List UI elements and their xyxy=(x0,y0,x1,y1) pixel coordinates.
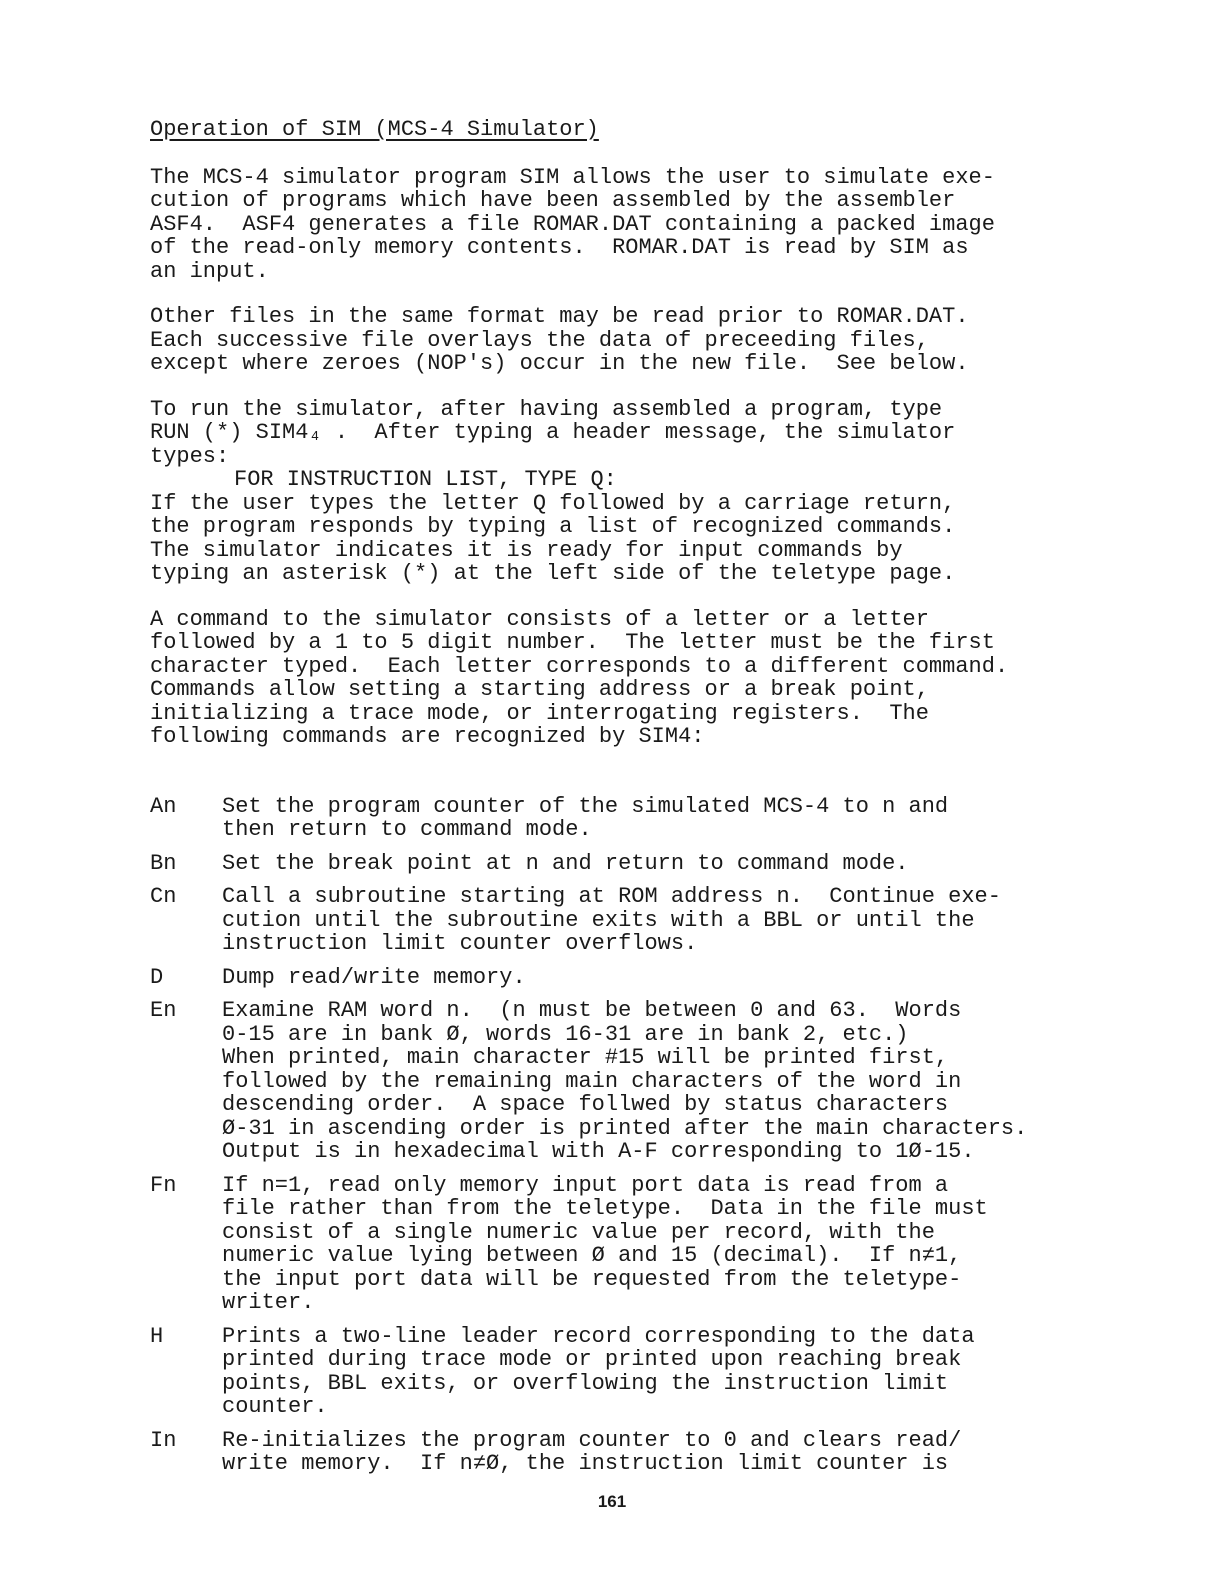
text-line: ASF4. ASF4 generates a file ROMAR.DAT containing a packed image xyxy=(150,211,995,237)
command-item xyxy=(150,885,1100,956)
text-line: followed by the remaining main characters of the word in xyxy=(222,1068,962,1094)
text-line: file rather than from the teletype. Data in the file must xyxy=(222,1196,988,1221)
command-item xyxy=(150,1174,1100,1315)
command-key: In xyxy=(150,1427,177,1453)
text-line: then return to command mode. xyxy=(222,817,592,842)
command-item xyxy=(150,999,1100,1164)
text-line: Examine RAM word n. (n must be between 0 and 63. Words xyxy=(222,998,962,1023)
text-line: Output is in hexadecimal with A-F corresponding to 1Ø-15. xyxy=(222,1139,975,1164)
text-line: of the read-only memory contents. ROMAR.DAT is read by SIM as xyxy=(150,235,969,260)
text-line: counter. xyxy=(222,1394,328,1419)
text-line: write memory. If n≠Ø, the instruction limit counter is xyxy=(222,1451,949,1476)
command-item xyxy=(150,966,1100,990)
command-description xyxy=(222,1429,1100,1476)
intro-paragraph xyxy=(150,166,1100,284)
text-line: typing an asterisk (*) at the left side of the teletype page. xyxy=(150,561,956,586)
text-line: instruction limit counter overflows. xyxy=(222,931,698,956)
text-line: To run the simulator, after having assembled a program, type xyxy=(150,396,943,422)
text-line: except where zeroes (NOP's) occur in the new file. See below. xyxy=(150,351,969,376)
prompt-line: FOR INSTRUCTION LIST, TYPE Q: xyxy=(234,467,617,492)
text-line: initializing a trace mode, or interrogating registers. The xyxy=(150,700,929,726)
command-list xyxy=(150,795,1100,1476)
command-key: Fn xyxy=(150,1172,177,1198)
command-description xyxy=(222,1174,1100,1315)
command-description xyxy=(222,999,1100,1164)
text-line: Prints a two-line leader record corresponding to the data xyxy=(222,1323,975,1349)
text-line: Each successive file overlays the data of preceeding files, xyxy=(150,327,929,353)
text-line: If n=1, read only memory input port data is read from a xyxy=(222,1172,949,1198)
overlay-paragraph xyxy=(150,305,1100,376)
text-line: Commands allow setting a starting address or a break point, xyxy=(150,677,929,702)
text-line: descending order. A space follwed by status characters xyxy=(222,1092,949,1117)
text-line: followed by a 1 to 5 digit number. The letter must be the first xyxy=(150,630,995,655)
text-line: an input. xyxy=(150,258,269,284)
command-key: Cn xyxy=(150,884,177,909)
text-line: cution of programs which have been assembled by the assembler xyxy=(150,188,956,213)
text-line: Re-initializes the program counter to 0 and clears read/ xyxy=(222,1427,962,1453)
text-line: Set the break point at n and return to command mode. xyxy=(222,850,909,876)
text-line: cution until the subroutine exits with a BBL or until the xyxy=(222,907,975,933)
document-page xyxy=(150,118,1100,1486)
text-line: RUN (*) SIM4₄ . After typing a header message, the simulator xyxy=(150,420,956,445)
command-intro-paragraph xyxy=(150,608,1100,749)
text-line: The simulator indicates it is ready for input commands by xyxy=(150,537,903,563)
command-item xyxy=(150,852,1100,876)
command-key: En xyxy=(150,998,177,1023)
text-line: consist of a single numeric value per record, with the xyxy=(222,1219,935,1245)
command-key: An xyxy=(150,793,177,819)
text-line: types: xyxy=(150,443,230,469)
text-line: the program responds by typing a list of recognized commands. xyxy=(150,514,956,539)
text-line: following commands are recognized by SIM4: xyxy=(150,724,705,749)
page-number: 161 xyxy=(597,1492,627,1511)
run-paragraph xyxy=(150,398,1100,586)
command-item xyxy=(150,1325,1100,1419)
text-line: Other files in the same format may be read prior to ROMAR.DAT. xyxy=(150,304,969,329)
text-line: points, BBL exits, or overflowing the instruction limit xyxy=(222,1370,949,1396)
text-line: Ø-31 in ascending order is printed after the main characters. xyxy=(222,1115,1028,1141)
command-description xyxy=(222,966,1100,990)
text-line: Dump read/write memory. xyxy=(222,964,526,990)
text-line: Set the program counter of the simulated MCS-4 to n and xyxy=(222,793,949,819)
command-description xyxy=(222,795,1100,842)
text-line: the input port data will be requested from the teletype- xyxy=(222,1266,962,1292)
text-line: character typed. Each letter corresponds to a different command. xyxy=(150,653,1009,679)
command-key: Bn xyxy=(150,850,177,876)
command-item xyxy=(150,795,1100,842)
command-description xyxy=(222,885,1100,956)
command-description xyxy=(222,1325,1100,1419)
text-line: 0-15 are in bank Ø, words 16-31 are in bank 2, etc.) xyxy=(222,1021,909,1047)
text-line: The MCS-4 simulator program SIM allows the user to simulate exe- xyxy=(150,164,995,190)
command-key: H xyxy=(150,1323,164,1349)
section-title: Operation of SIM (MCS-4 Simulator) xyxy=(150,117,599,142)
text-line: Call a subroutine starting at ROM address n. Continue exe- xyxy=(222,884,1001,909)
command-item xyxy=(150,1429,1100,1476)
text-line: numeric value lying between Ø and 15 (decimal). If n≠1, xyxy=(222,1243,962,1268)
command-description xyxy=(222,852,1100,876)
text-line: A command to the simulator consists of a letter or a letter xyxy=(150,606,929,632)
text-line: writer. xyxy=(222,1290,315,1315)
text-line: When printed, main character #15 will be printed first, xyxy=(222,1045,949,1070)
text-line: If the user types the letter Q followed by a carriage return, xyxy=(150,490,956,516)
text-line: printed during trace mode or printed upon reaching break xyxy=(222,1347,962,1372)
command-key: D xyxy=(150,964,164,990)
